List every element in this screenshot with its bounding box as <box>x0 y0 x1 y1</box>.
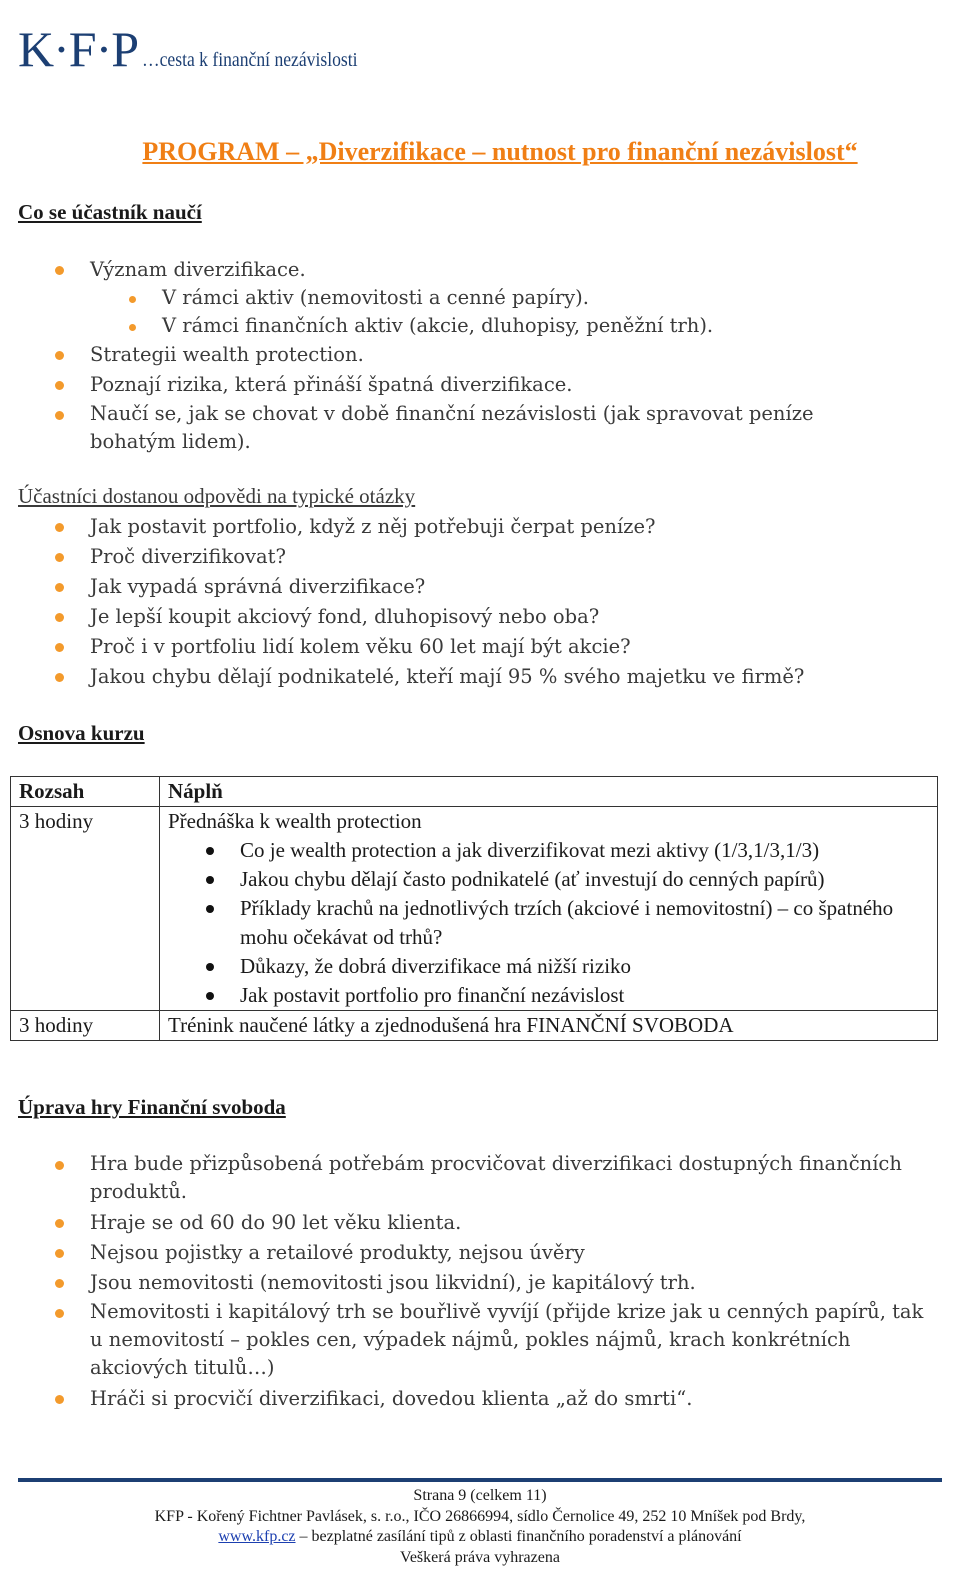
footer-divider <box>18 1478 942 1482</box>
bullet-icon <box>55 1161 64 1170</box>
logo-tagline: …cesta k finanční nezávislosti <box>142 49 358 71</box>
bullet-icon <box>206 992 214 1000</box>
page-title: PROGRAM – „Diverzifikace – nutnost pro finanční nezávislost“ <box>142 137 858 166</box>
bullet-icon <box>55 1395 64 1404</box>
rights-notice: Veškerá práva vyhrazena <box>400 1548 560 1566</box>
bullet-icon <box>55 351 64 360</box>
section-heading-outline: Osnova kurzu <box>18 721 145 745</box>
bullet-icon <box>206 876 214 884</box>
page-number: Strana 9 (celkem 11) <box>413 1487 547 1504</box>
logo-mark: K·F·P <box>18 21 139 77</box>
list-item: Důkazy, že dobrá diverzifikace má nižší riziko <box>240 952 937 981</box>
bullet-icon <box>55 553 64 562</box>
lecture-title: Přednáška k wealth protection <box>168 809 422 833</box>
list-item: Je lepší koupit akciový fond, dluhopisový nebo oba? <box>0 602 900 632</box>
list-item: V rámci aktiv (nemovitosti a cenné papíry). <box>0 284 713 312</box>
table-header-row <box>11 777 938 807</box>
bullet-icon <box>55 1249 64 1258</box>
list-item: V rámci finančních aktiv (akcie, dluhopisy, peněžní trh). <box>0 312 713 340</box>
bullet-icon <box>206 905 214 913</box>
questions-list <box>0 512 900 692</box>
bullet-icon <box>55 583 64 592</box>
section-heading-questions: Účastníci dostanou odpovědi na typické otázky <box>18 484 416 508</box>
game-list <box>0 1150 940 1414</box>
table-row <box>11 1011 938 1041</box>
list-item: Co je wealth protection a jak diverzifikovat mezi aktivy (1/3,1/3,1/3) <box>240 836 937 865</box>
footer <box>0 1486 960 1568</box>
company-info: KFP - Kořený Fichtner Pavlásek, s. r.o., IČO 26866994, sídlo Černolice 49, 252 10 Mníšek pod Brdy, <box>154 1507 806 1525</box>
duration-cell: 3 hodiny <box>11 1011 160 1041</box>
list-item: Hráči si procvičí diverzifikaci, dovedou klienta „až do smrti“. <box>0 1384 940 1414</box>
course-outline-table <box>10 776 938 1041</box>
bullet-icon <box>55 1309 64 1318</box>
list-item: Nejsou pojistky a retailové produkty, nejsou úvěry <box>0 1238 940 1268</box>
list-item: Naučí se, jak se chovat v době finanční nezávislosti (jak spravovat peníze bohatým lidem). <box>0 400 900 456</box>
list-item: Strategii wealth protection. <box>0 340 900 370</box>
bullet-icon <box>129 324 136 331</box>
bullet-icon <box>55 673 64 682</box>
bullet-icon <box>55 266 64 275</box>
bullet-icon <box>206 963 214 971</box>
duration-cell: 3 hodiny <box>11 807 160 1011</box>
list-item: Hraje se od 60 do 90 let věku klienta. <box>0 1208 940 1238</box>
column-header-duration: Rozsah <box>11 777 160 807</box>
column-header-content: Náplň <box>160 777 938 807</box>
list-item: Proč diverzifikovat? <box>0 542 900 572</box>
learn-list-a <box>0 255 306 285</box>
lecture-points <box>168 836 937 1010</box>
bullet-icon <box>206 847 214 855</box>
list-item: Jak postavit portfolio pro finanční nezávislost <box>240 981 937 1010</box>
bullet-icon <box>55 523 64 532</box>
table-row <box>11 807 938 1011</box>
list-item: Jakou chybu dělají podnikatelé, kteří mají 95 % svého majetku ve firmě? <box>0 662 900 692</box>
list-item: Nemovitosti i kapitálový trh se bouřlivě vyvíjí (přijde krize jak u cenných papírů, tak u nemovitostí – pokles cen, výpadek nájmů, pokles nájmů, krach konkrétních akciových titulů…) <box>0 1298 940 1384</box>
website-link[interactable]: www.kfp.cz <box>218 1528 296 1545</box>
list-item: Jsou nemovitosti (nemovitosti jsou likvidní), je kapitálový trh. <box>0 1268 940 1298</box>
list-item: Význam diverzifikace. <box>0 255 306 285</box>
bullet-icon <box>55 381 64 390</box>
list-item: Poznají rizika, která přináší špatná diverzifikace. <box>0 370 900 400</box>
bullet-icon <box>55 411 64 420</box>
bullet-icon <box>55 643 64 652</box>
bullet-icon <box>55 613 64 622</box>
list-item: Jakou chybu dělají často podnikatelé (ať investují do cenných papírů) <box>240 865 937 894</box>
content-cell <box>160 807 938 1011</box>
bullet-icon <box>129 296 136 303</box>
section-heading-learn: Co se účastník naučí <box>18 200 202 224</box>
list-item: Hra bude přizpůsobená potřebám procvičovat diverzifikaci dostupných finančních produktů. <box>0 1150 940 1208</box>
list-item: Příklady krachů na jednotlivých trzích (akciové i nemovitostní) – co špatného mohu očekávat od trhů? <box>240 894 937 952</box>
footer-link-description: – bezplatné zasílání tipů z oblasti finančního poradenství a plánování <box>295 1528 742 1545</box>
company-logo <box>18 21 387 77</box>
list-item: Jak postavit portfolio, když z něj potřebuji čerpat peníze? <box>0 512 900 542</box>
section-heading-game: Úprava hry Finanční svoboda <box>18 1095 286 1119</box>
learn-sublist <box>0 284 713 340</box>
content-cell: Trénink naučené látky a zjednodušená hra FINANČNÍ SVOBODA <box>160 1011 938 1041</box>
list-item: Jak vypadá správná diverzifikace? <box>0 572 900 602</box>
learn-list-b <box>0 340 900 456</box>
bullet-icon <box>55 1219 64 1228</box>
footer-link-line <box>0 1527 960 1548</box>
list-item: Proč i v portfoliu lidí kolem věku 60 let mají být akcie? <box>0 632 900 662</box>
bullet-icon <box>55 1279 64 1288</box>
